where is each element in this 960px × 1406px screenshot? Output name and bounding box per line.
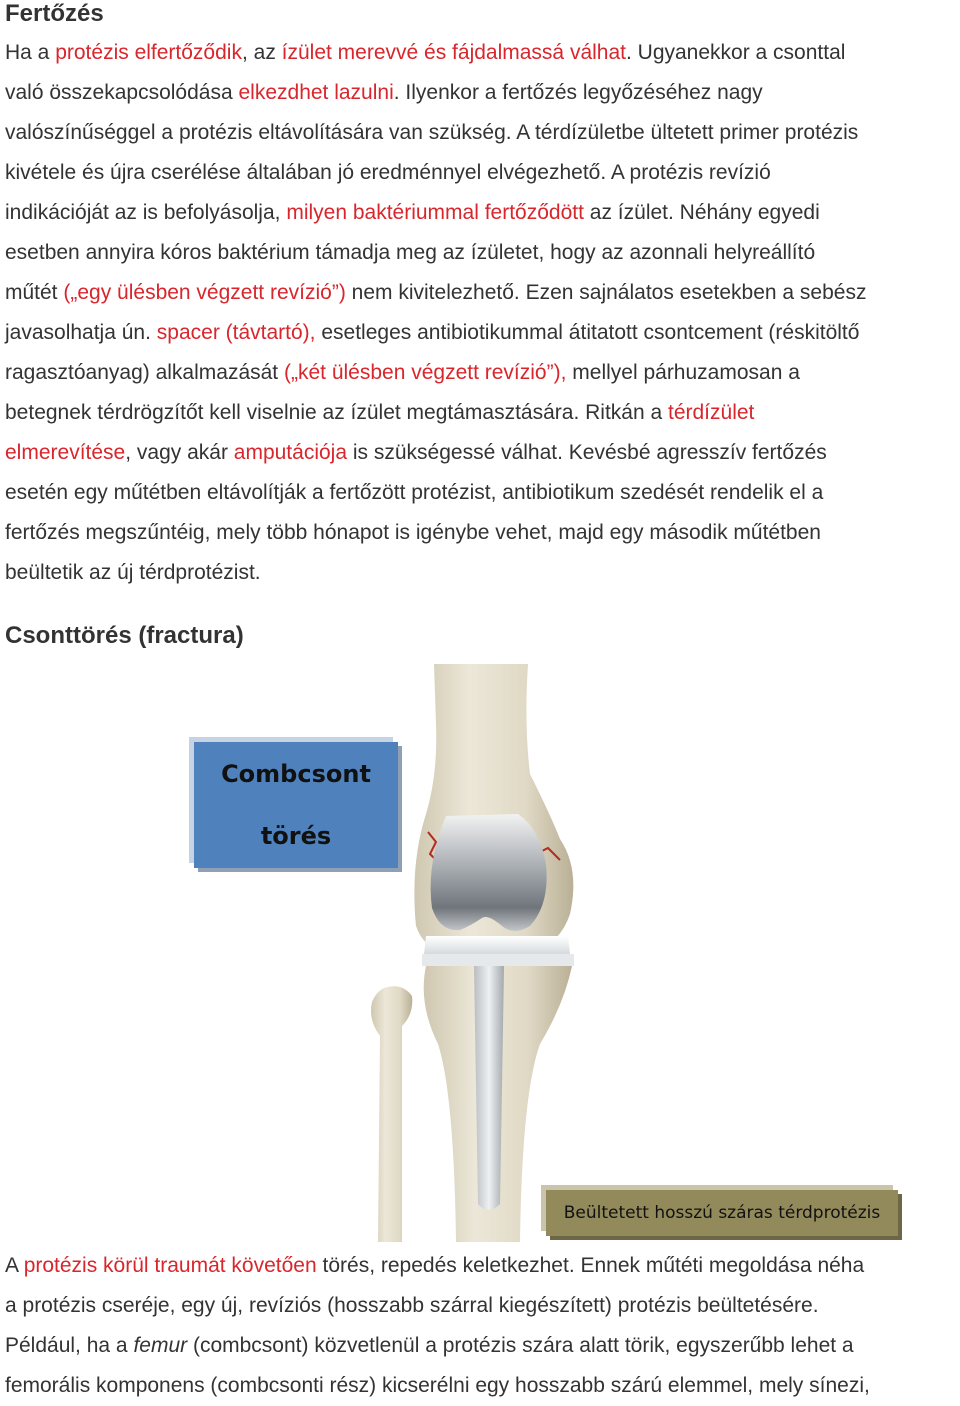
link-text[interactable]: térdízület — [668, 401, 755, 424]
implant-label — [546, 1190, 898, 1236]
text-line — [5, 433, 960, 473]
implant-label-text: Beültetett hosszú száras térdprotézis — [563, 1203, 881, 1223]
text-segment: a protézis cseréje, egy új, revíziós (hosszabb szárral kiegészített) protézis beültetésére. — [5, 1294, 819, 1317]
text-line — [5, 33, 960, 73]
text-segment: betegnek térdrögzítőt kell viselnie az ízület megtámasztására. Ritkán a — [5, 401, 668, 424]
text-line — [5, 473, 960, 513]
text-segment: ragasztóanyag) alkalmazását — [5, 361, 284, 384]
link-text[interactable]: protézis elfertőződik — [55, 41, 242, 64]
text-line — [5, 193, 960, 233]
text-segment: beültetik az új térdprotézist. — [5, 561, 261, 584]
text-line — [5, 1326, 960, 1366]
text-line — [5, 1366, 960, 1406]
link-text[interactable]: amputációja — [233, 441, 348, 464]
link-text[interactable]: („két ülésben végzett revízió”), — [283, 361, 567, 384]
text-line — [5, 153, 960, 193]
text-segment: mellyel párhuzamosan a — [566, 361, 800, 384]
emphasis-text: femur — [133, 1334, 188, 1357]
link-text[interactable]: elmerevítése — [5, 441, 126, 464]
text-segment: femorális komponens (combcsonti rész) kicserélni egy hosszabb szárú elemmel, mely sínezi, — [5, 1374, 870, 1397]
link-text[interactable]: milyen baktériummal fertőződött — [286, 201, 584, 224]
text-segment: . Ugyanekkor a csonttal — [625, 41, 846, 64]
link-text[interactable]: spacer (távtartó), — [156, 321, 316, 344]
text-segment: törés, repedés keletkezhet. Ennek műtéti megoldása néha — [316, 1254, 865, 1277]
text-line — [5, 273, 960, 313]
text-segment: fertőzés megszűntéig, mely több hónapot is igénybe vehet, majd egy második műtétben — [5, 521, 821, 544]
text-segment: javasolhatja ún. — [5, 321, 157, 344]
text-segment: A — [5, 1254, 24, 1277]
text-line — [5, 113, 960, 153]
text-segment: indikációját az is befolyásolja, — [5, 201, 287, 224]
section-title-infection: Fertőzés — [5, 0, 104, 27]
fracture-paragraph — [5, 1246, 960, 1406]
text-segment: (combcsont) közvetlenül a protézis szára alatt törik, egyszerűbb lehet a — [187, 1334, 854, 1357]
femur-fracture-label — [194, 742, 398, 868]
text-line — [5, 353, 960, 393]
text-segment: is szükségessé válhat. Kevésbé agresszív fertőzés — [347, 441, 827, 464]
text-line — [5, 553, 960, 593]
text-segment: az ízület. Néhány egyedi — [583, 201, 820, 224]
text-segment: nem kivitelezhető. Ezen sajnálatos esetekben a sebész — [345, 281, 867, 304]
text-segment: esetleges antibiotikummal átitatott csontcement (réskitöltő — [315, 321, 860, 344]
link-text[interactable]: protézis körül traumát követően — [23, 1254, 317, 1277]
link-text[interactable]: elkezdhet lazulni — [238, 81, 394, 104]
text-segment: való összekapcsolódása — [5, 81, 239, 104]
text-line — [5, 73, 960, 113]
link-text[interactable]: („egy ülésben végzett revízió”) — [63, 281, 346, 304]
text-line — [5, 1286, 960, 1326]
text-segment: műtét — [5, 281, 64, 304]
text-line — [5, 513, 960, 553]
text-line — [5, 233, 960, 273]
text-segment: , vagy akár — [125, 441, 234, 464]
text-segment: , az — [241, 41, 282, 64]
text-segment: esetén egy műtétben eltávolítják a fertőzött protézist, antibiotikum szedését rendelik el a — [5, 481, 824, 504]
text-line — [5, 1246, 960, 1286]
femur-label-line1: Combcsont — [221, 760, 371, 788]
infection-paragraph — [5, 33, 960, 593]
section-title-fracture: Csonttörés (fractura) — [5, 622, 244, 649]
text-line — [5, 393, 960, 433]
text-segment: . Ilyenkor a fertőzés legyőzéséhez nagy — [393, 81, 763, 104]
text-line — [5, 313, 960, 353]
text-segment: esetben annyira kóros baktérium támadja meg az ízületet, hogy az azonnali helyreállító — [5, 241, 816, 264]
text-segment: Ha a — [5, 41, 56, 64]
link-text[interactable]: ízület merevvé és fájdalmassá válhat — [281, 41, 626, 64]
text-segment: kivétele és újra cserélése általában jó eredménnyel elvégezhető. A protézis revízió — [5, 161, 771, 184]
text-segment: valószínűséggel a protézis eltávolítására van szükség. A térdízületbe ültetett primer protézis — [5, 121, 859, 144]
text-segment: Például, ha a — [5, 1334, 134, 1357]
knee-prosthesis-figure — [188, 664, 912, 1242]
femur-label-line2: törés — [260, 822, 332, 850]
